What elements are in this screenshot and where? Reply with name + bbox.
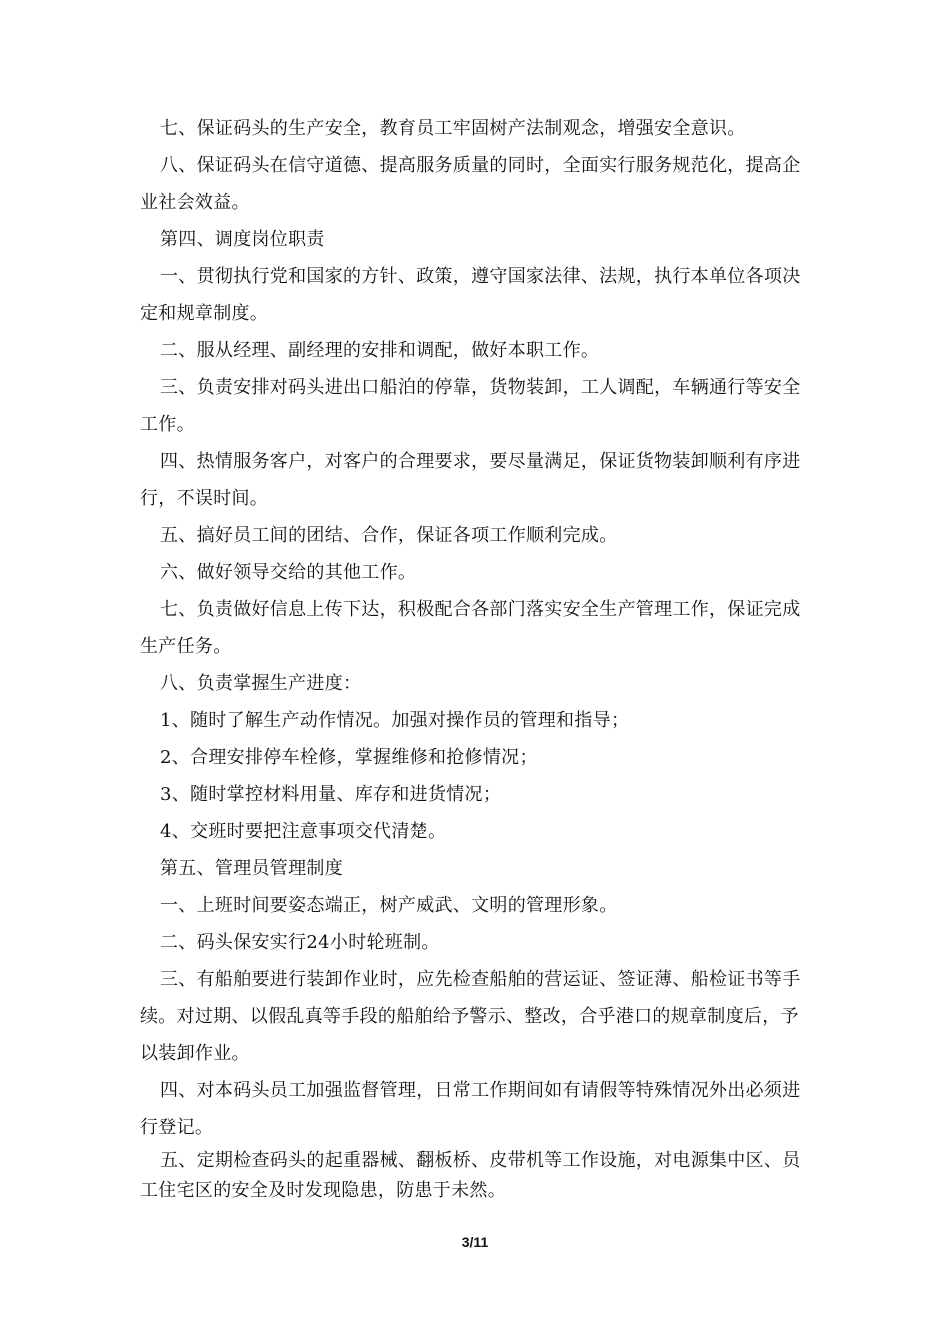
list-item: 4、交班时要把注意事项交代清楚。 bbox=[160, 821, 447, 842]
paragraph: 一、上班时间要姿态端正，树产威武、文明的管理形象。 bbox=[160, 895, 618, 916]
paragraph: 三、负责安排对码头进出口船泊的停靠，货物装卸，工人调配，车辆通行等安全工作。 bbox=[140, 377, 801, 435]
list-item: 2、合理安排停车栓修，掌握维修和抢修情况； bbox=[160, 747, 538, 768]
list-item: 3、随时掌控材料用量、库存和进货情况； bbox=[160, 784, 502, 805]
paragraph: 五、搞好员工间的团结、合作，保证各项工作顺利完成。 bbox=[160, 525, 618, 546]
section-heading: 第五、管理员管理制度 bbox=[160, 858, 343, 879]
section-heading: 第四、调度岗位职责 bbox=[160, 229, 325, 250]
paragraph: 一、贯彻执行党和国家的方针、政策，遵守国家法律、法规，执行本单位各项决定和规章制度。 bbox=[140, 266, 801, 324]
page-number: 3/11 bbox=[461, 1234, 489, 1250]
list-item: 1、随时了解生产动作情况。加强对操作员的管理和指导； bbox=[160, 710, 630, 731]
paragraph: 七、负责做好信息上传下达，积极配合各部门落实安全生产管理工作，保证完成生产任务。 bbox=[140, 599, 801, 657]
paragraph: 五、定期检查码头的起重器械、翻板桥、皮带机等工作设施，对电源集中区、员工住宅区的安全及时发现隐患，防患于未然。 bbox=[140, 1150, 801, 1201]
paragraph: 八、保证码头在信守道德、提高服务质量的同时，全面实行服务规范化，提高企业社会效益。 bbox=[140, 155, 801, 213]
paragraph: 二、码头保安实行24小时轮班制。 bbox=[160, 932, 440, 953]
document-body bbox=[140, 110, 812, 1206]
paragraph: 二、服从经理、副经理的安排和调配，做好本职工作。 bbox=[160, 340, 600, 361]
paragraph: 七、保证码头的生产安全，教育员工牢固树产法制观念，增强安全意识。 bbox=[160, 118, 746, 139]
paragraph: 三、有船舶要进行装卸作业时，应先检查船舶的营运证、签证薄、船检证书等手续。对过期、以假乱真等手段的船舶给予警示、整改，合乎港口的规章制度后，予以装卸作业。 bbox=[140, 969, 801, 1064]
paragraph: 六、做好领导交给的其他工作。 bbox=[160, 562, 417, 583]
paragraph: 四、热情服务客户，对客户的合理要求，要尽量满足，保证货物装卸顺利有序进行，不误时间。 bbox=[140, 451, 801, 509]
paragraph: 四、对本码头员工加强监督管理，日常工作期间如有请假等特殊情况外出必须进行登记。 bbox=[140, 1080, 801, 1138]
paragraph: 八、负责掌握生产进度： bbox=[160, 673, 362, 694]
